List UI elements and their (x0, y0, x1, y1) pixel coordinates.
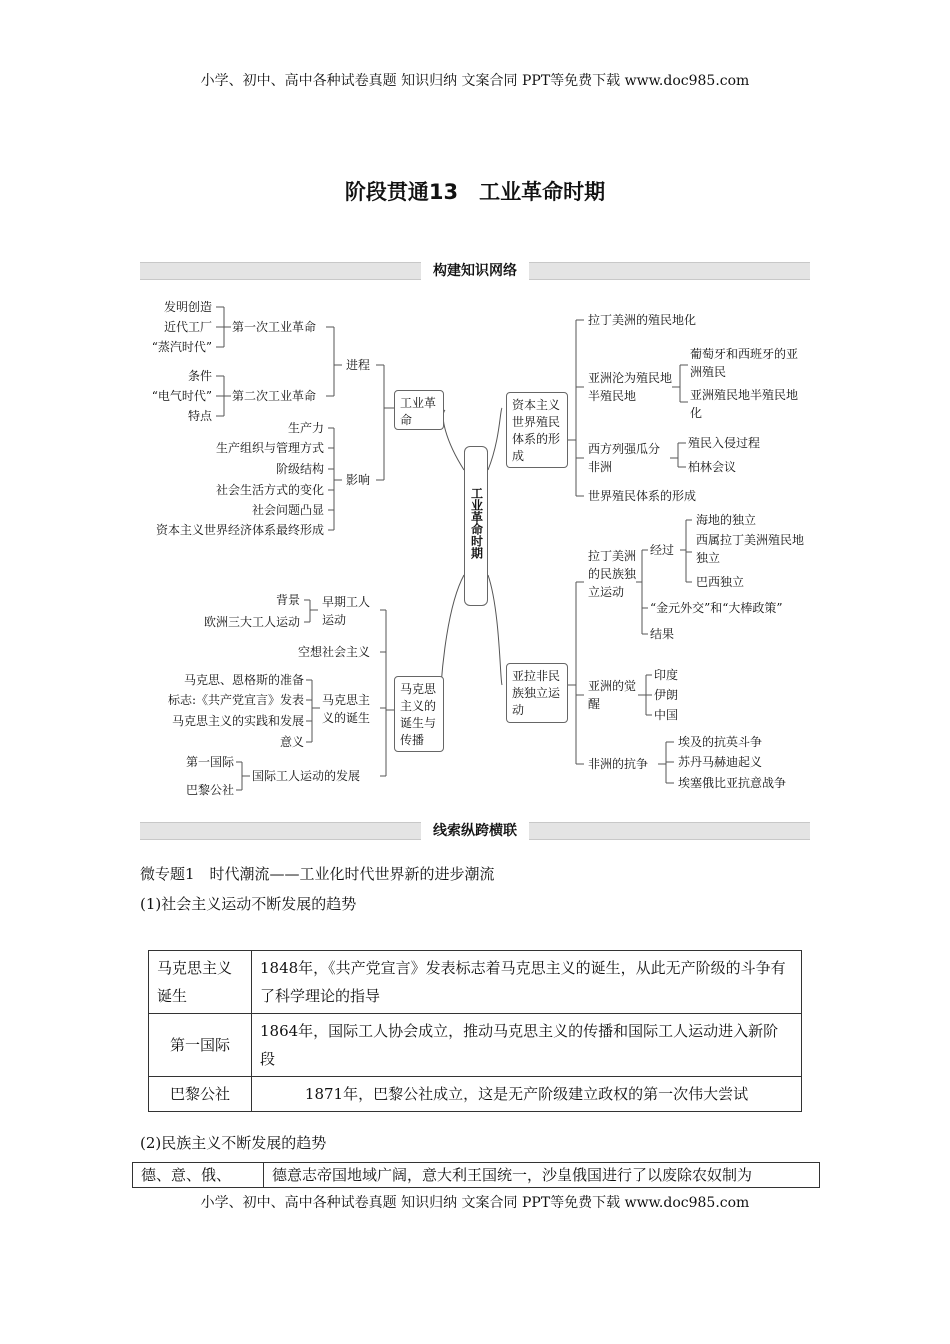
course-item: 西属拉丁美洲殖民地独立 (696, 533, 805, 565)
table-text-cell: 1864年，国际工人协会成立，推动马克思主义的传播和国际工人运动进入新阶段 (252, 1014, 802, 1077)
course-item: 巴西独立 (696, 575, 745, 589)
early-item: 欧洲三大工人运动 (203, 615, 300, 629)
asia-colonial-item: 亚洲殖民地半殖民地化 (690, 388, 799, 420)
impact-item: 资本主义世界经济体系最终形成 (155, 523, 324, 537)
result-label: 结果 (650, 627, 675, 641)
africa-struggle-label: 非洲的抗争 (588, 757, 649, 771)
colonial-system-box: 资本主义世界殖民体系的形成 (506, 392, 568, 468)
section2-heading: (2)民族主义不断发展的趋势 (140, 1134, 327, 1152)
second-item: 条件 (187, 369, 212, 383)
page-title: 阶段贯通13 工业革命时期 (344, 180, 606, 204)
asia-awakening-item: 中国 (654, 708, 679, 722)
first-revolution-label: 第一次工业革命 (232, 320, 317, 334)
course-item: 海地的独立 (696, 513, 757, 527)
mind-map-center (464, 446, 488, 606)
second-revolution-label: 第二次工业革命 (232, 389, 317, 403)
mind-map (140, 290, 810, 800)
early-workers-label: 早期工人运动 (322, 595, 371, 627)
early-item: 背景 (275, 593, 300, 607)
table-label-cell: 德、意、俄、 (133, 1163, 264, 1188)
intl-item: 第一国际 (185, 755, 234, 769)
asia-colonial-item: 葡萄牙和西班牙的亚洲殖民 (690, 347, 799, 379)
table-label-cell: 马克思主义诞生 (149, 951, 252, 1014)
impact-item: 生产力 (287, 421, 324, 435)
table-row (149, 1077, 802, 1112)
utopian-label: 空想社会主义 (298, 645, 371, 659)
connector-center-colonial (488, 408, 502, 470)
section-bar-knowledge-network (140, 262, 810, 280)
connector-center-independence (488, 575, 502, 685)
section1-heading: (1)社会主义运动不断发展的趋势 (140, 895, 357, 913)
africa-struggle-item: 苏丹马赫迪起义 (678, 755, 763, 769)
birth-item: 马克思、恩格斯的准备 (183, 673, 304, 687)
nationalism-table (132, 1162, 820, 1188)
page-footer: 小学、初中、高中各种试卷真题 知识归纳 文案合同 PPT等免费下载 www.doc985.com (200, 1195, 750, 1211)
impact-item: 社会问题凸显 (251, 503, 324, 517)
table-row (149, 951, 802, 1014)
section-bar-label: 线索纵跨横联 (421, 820, 529, 840)
section-bar-label: 构建知识网络 (421, 260, 529, 280)
africa-struggle-item: 埃塞俄比亚抗意战争 (678, 776, 787, 790)
table-row (133, 1163, 820, 1188)
micro-topic-heading: 微专题1 时代潮流——工业化时代世界新的进步潮流 (140, 865, 495, 883)
impact-item: 生产组织与管理方式 (215, 441, 324, 455)
africa-struggle-item: 埃及的抗英斗争 (678, 735, 763, 749)
page-header: 小学、初中、高中各种试卷真题 知识归纳 文案合同 PPT等免费下载 www.doc985.com (200, 73, 750, 89)
africa-item: 柏林会议 (688, 460, 737, 474)
first-item: 近代工厂 (163, 320, 212, 334)
birth-item: 意义 (279, 735, 304, 749)
industrial-revolution-box: 工业革命 (394, 390, 444, 430)
center-label: 工业革命时期 (469, 487, 484, 559)
table-text-cell: 德意志帝国地域广阔，意大利王国统一，沙皇俄国进行了以废除农奴制为 (264, 1163, 820, 1188)
policy-label: “金元外交”和“大棒政策” (650, 601, 783, 615)
birth-item: 马克思主义的实践和发展 (171, 714, 304, 728)
table-label-cell: 巴黎公社 (149, 1077, 252, 1112)
process-label: 进程 (346, 358, 371, 372)
asia-colonial-label: 亚洲沦为殖民地半殖民地 (588, 371, 673, 403)
table-text-cell: 1848年，《共产党宣言》发表标志着马克思主义的诞生，从此无产阶级的斗争有了科学理论的指导 (252, 951, 802, 1014)
second-item: 特点 (187, 409, 212, 423)
intl-movement-label: 国际工人运动的发展 (252, 769, 361, 783)
section-bar-clues (140, 822, 810, 840)
birth-item: 标志:《共产党宣言》发表 (167, 693, 304, 707)
intl-item: 巴黎公社 (185, 783, 234, 797)
socialism-table (148, 950, 802, 1112)
africa-partition-label: 西方列强瓜分非洲 (588, 442, 661, 474)
impact-item: 社会生活方式的变化 (215, 483, 324, 497)
impact-label: 影响 (346, 473, 371, 487)
impact-item: 阶级结构 (275, 462, 324, 476)
latin-colonization-label: 拉丁美洲的殖民地化 (588, 313, 697, 327)
table-label-cell: 第一国际 (149, 1014, 252, 1077)
table-row (149, 1014, 802, 1077)
connector-center-industrial (443, 410, 464, 470)
asia-awakening-item: 印度 (654, 668, 679, 682)
independence-box: 亚拉非民族独立运动 (506, 663, 568, 723)
first-item: “蒸汽时代” (151, 340, 212, 354)
table-text-cell: 1871年，巴黎公社成立，这是无产阶级建立政权的第一次伟大尝试 (252, 1077, 802, 1112)
asia-awakening-label: 亚洲的觉醒 (588, 679, 637, 711)
africa-item: 殖民入侵过程 (688, 436, 761, 450)
course-label: 经过 (650, 543, 675, 557)
asia-awakening-item: 伊朗 (654, 688, 679, 702)
marxism-birth-label: 马克思主义的诞生 (322, 693, 371, 725)
world-colonial-formed-label: 世界殖民体系的形成 (588, 489, 697, 503)
marxism-box: 马克思主义的诞生与传播 (394, 676, 444, 752)
latin-independence-label: 拉丁美洲的民族独立运动 (588, 549, 637, 599)
second-item: “电气时代” (151, 389, 212, 403)
first-item: 发明创造 (163, 300, 212, 314)
